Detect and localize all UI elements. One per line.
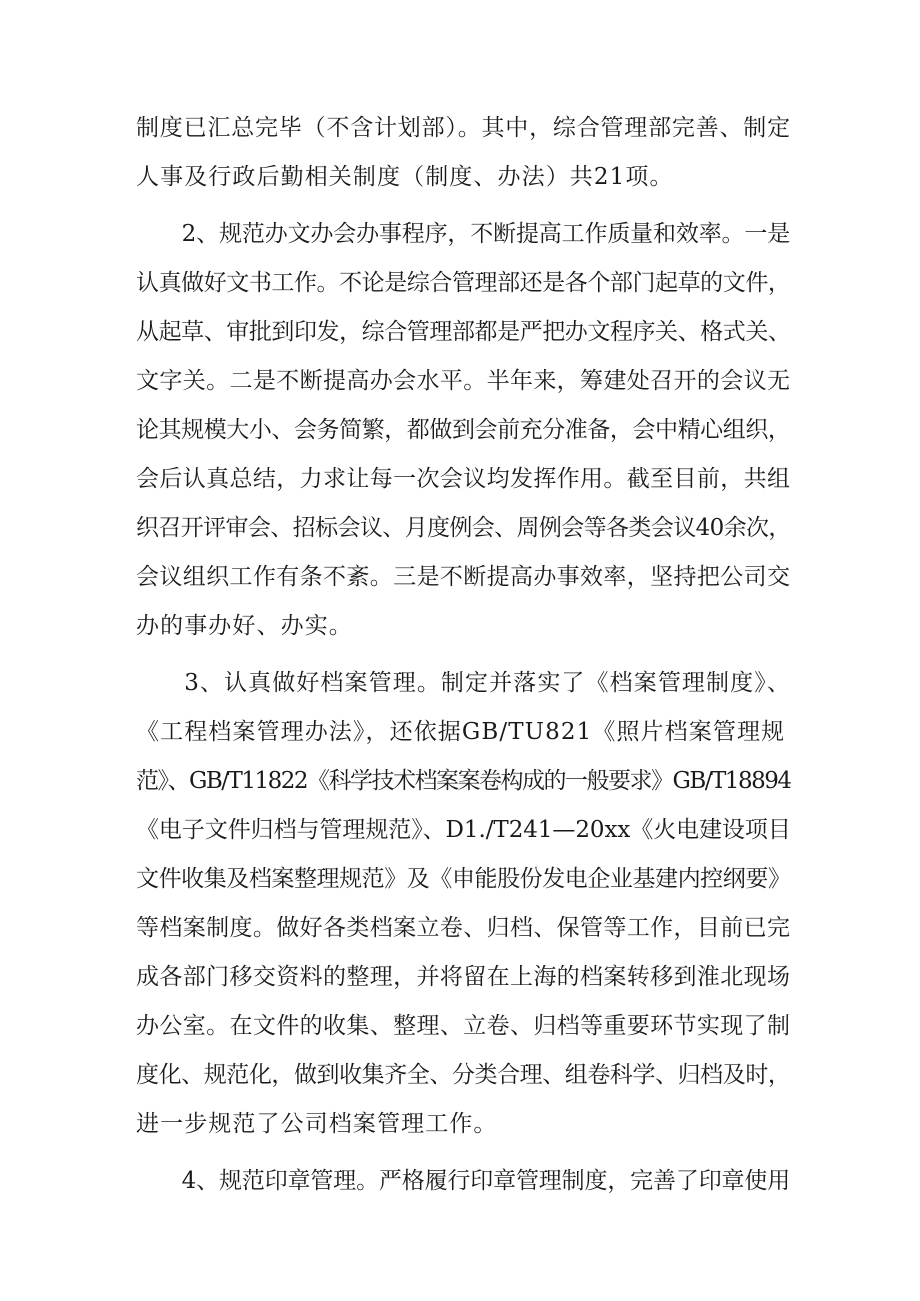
text-line: 范》、GB/T11822《科学技术档案案卷构成的一般要求》GB/T18894 — [136, 768, 791, 794]
paragraph-gap — [136, 202, 792, 210]
text-line: 文件收集及档案整理规范》及《申能股份发电企业基建内控纲要》 — [136, 866, 791, 892]
text-line: 《工程档案管理办法》，还依据GB/TU821《照片档案管理规 — [136, 719, 786, 745]
text-line: 会后认真总结，力求让每一次会议均发挥作用。截至目前，共组 — [136, 466, 791, 492]
paragraph-gap — [136, 1149, 792, 1157]
text-line: 进一步规范了公司档案管理工作。 — [136, 1111, 498, 1137]
text-line: 成各部门移交资料的整理，并将留在上海的档案转移到淮北现场 — [136, 964, 791, 990]
text-line: 3、认真做好档案管理。制定并落实了《档案管理制度》、 — [136, 670, 791, 696]
text-line: 从起草、审批到印发，综合管理部都是严把办文程序关、格式关、 — [136, 319, 791, 345]
text-line: 办公室。在文件的收集、整理、立卷、归档等重要环节实现了制 — [136, 1013, 791, 1039]
paragraph-gap — [136, 651, 792, 659]
text-line: 织召开评审会、招标会议、月度例会、周例会等各类会议40余次， — [136, 515, 791, 541]
text-line: 制度已汇总完毕（不含计划部）。其中，综合管理部完善、制定 — [136, 115, 791, 141]
text-line: 人事及行政后勤相关制度（制度、办法）共21项。 — [136, 164, 674, 190]
document-body — [136, 104, 792, 1206]
text-line: 认真做好文书工作。不论是综合管理部还是各个部门起草的文件， — [136, 270, 791, 296]
text-line: 《电子文件归档与管理规范》、D1./T241—20xx《火电建设项目 — [136, 817, 791, 843]
text-line: 等档案制度。做好各类档案立卷、归档、保管等工作，目前已完 — [136, 915, 791, 941]
text-line: 文字关。二是不断提高办会水平。半年来，筹建处召开的会议无 — [136, 368, 791, 394]
text-line: 会议组织工作有条不紊。三是不断提高办事效率，坚持把公司交 — [136, 564, 791, 590]
text-line: 办的事办好、办实。 — [136, 613, 353, 639]
text-line: 论其规模大小、会务简繁，都做到会前充分准备，会中精心组织， — [136, 417, 791, 443]
text-line: 度化、规范化，做到收集齐全、分类合理、组卷科学、归档及时， — [136, 1062, 791, 1088]
text-line: 4、规范印章管理。严格履行印章管理制度，完善了印章使用 — [136, 1168, 791, 1194]
text-line: 2、规范办文办会办事程序，不断提高工作质量和效率。一是 — [136, 221, 791, 247]
